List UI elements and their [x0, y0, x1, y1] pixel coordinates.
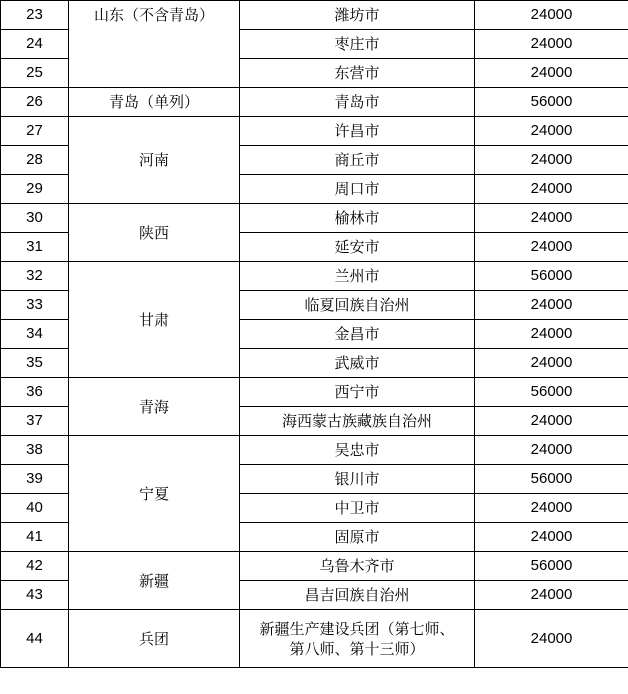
amount-cell: 24000	[475, 146, 628, 175]
province-cell: 兵团	[69, 610, 240, 668]
row-number: 35	[1, 349, 69, 378]
amount-cell: 24000	[475, 436, 628, 465]
city-cell: 西宁市	[240, 378, 475, 407]
amount-cell: 24000	[475, 407, 628, 436]
row-number: 28	[1, 146, 69, 175]
province-cell: 陕西	[69, 204, 240, 262]
amount-cell: 24000	[475, 291, 628, 320]
city-cell: 海西蒙古族藏族自治州	[240, 407, 475, 436]
table-row	[1, 117, 628, 146]
city-cell: 潍坊市	[240, 1, 475, 30]
city-cell: 临夏回族自治州	[240, 291, 475, 320]
row-number: 41	[1, 523, 69, 552]
row-number: 38	[1, 436, 69, 465]
table-row	[1, 436, 628, 465]
city-cell: 吴忠市	[240, 436, 475, 465]
city-cell: 延安市	[240, 233, 475, 262]
amount-cell: 24000	[475, 1, 628, 30]
city-cell: 昌吉回族自治州	[240, 581, 475, 610]
table-row	[1, 262, 628, 291]
amount-cell: 56000	[475, 378, 628, 407]
row-number: 44	[1, 610, 69, 668]
table-row	[1, 1, 628, 30]
province-cell: 甘肃	[69, 262, 240, 378]
province-cell: 青岛（单列）	[69, 88, 240, 117]
amount-cell: 56000	[475, 552, 628, 581]
row-number: 23	[1, 1, 69, 30]
city-cell: 中卫市	[240, 494, 475, 523]
city-cell: 许昌市	[240, 117, 475, 146]
row-number: 25	[1, 59, 69, 88]
city-cell: 固原市	[240, 523, 475, 552]
row-number: 43	[1, 581, 69, 610]
row-number: 31	[1, 233, 69, 262]
amount-cell: 24000	[475, 349, 628, 378]
province-cell: 宁夏	[69, 436, 240, 552]
amount-cell: 24000	[475, 233, 628, 262]
amount-cell: 24000	[475, 175, 628, 204]
row-number: 30	[1, 204, 69, 233]
province-cell: 河南	[69, 117, 240, 204]
amount-cell: 24000	[475, 610, 628, 668]
city-cell: 银川市	[240, 465, 475, 494]
table-row	[1, 610, 628, 668]
table-row	[1, 88, 628, 117]
amount-cell: 56000	[475, 88, 628, 117]
row-number: 24	[1, 30, 69, 59]
city-line-1: 新疆生产建设兵团（第七师、	[259, 619, 455, 638]
row-number: 27	[1, 117, 69, 146]
amount-cell: 24000	[475, 204, 628, 233]
province-cell: 青海	[69, 378, 240, 436]
province-cell: 新疆	[69, 552, 240, 610]
city-cell	[240, 610, 475, 668]
city-cell: 周口市	[240, 175, 475, 204]
city-cell: 兰州市	[240, 262, 475, 291]
table-row	[1, 378, 628, 407]
city-cell: 青岛市	[240, 88, 475, 117]
table-row	[1, 552, 628, 581]
province-cell: 山东（不含青岛）	[69, 1, 240, 88]
row-number: 34	[1, 320, 69, 349]
city-cell: 武威市	[240, 349, 475, 378]
city-cell: 金昌市	[240, 320, 475, 349]
amount-cell: 56000	[475, 262, 628, 291]
amount-cell: 24000	[475, 523, 628, 552]
table-row	[1, 204, 628, 233]
amount-cell: 24000	[475, 494, 628, 523]
amount-cell: 24000	[475, 320, 628, 349]
row-number: 29	[1, 175, 69, 204]
city-cell: 商丘市	[240, 146, 475, 175]
row-number: 39	[1, 465, 69, 494]
amount-cell: 24000	[475, 581, 628, 610]
amount-cell: 24000	[475, 30, 628, 59]
row-number: 33	[1, 291, 69, 320]
row-number: 32	[1, 262, 69, 291]
row-number: 36	[1, 378, 69, 407]
amount-cell: 56000	[475, 465, 628, 494]
row-number: 40	[1, 494, 69, 523]
amount-cell: 24000	[475, 59, 628, 88]
row-number: 37	[1, 407, 69, 436]
city-cell: 枣庄市	[240, 30, 475, 59]
row-number: 42	[1, 552, 69, 581]
row-number: 26	[1, 88, 69, 117]
city-line-2: 第八师、第十三师）	[289, 639, 425, 658]
amount-cell: 24000	[475, 117, 628, 146]
city-cell: 东营市	[240, 59, 475, 88]
city-cell: 乌鲁木齐市	[240, 552, 475, 581]
city-cell: 榆林市	[240, 204, 475, 233]
